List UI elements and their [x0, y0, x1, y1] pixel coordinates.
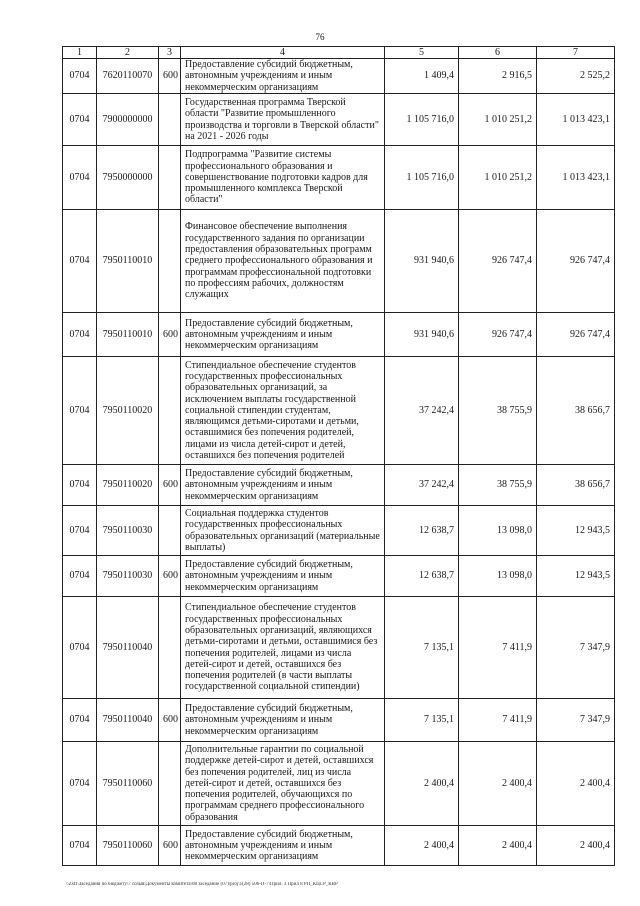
amount-2023-cell: 926 747,4 [537, 210, 615, 313]
amount-2022-cell: 7 411,9 [459, 699, 537, 742]
table-row [63, 357, 615, 465]
target-article-cell: 7950110030 [97, 556, 159, 597]
amount-2023-cell: 926 747,4 [537, 313, 615, 357]
section-code-cell: 0704 [63, 313, 97, 357]
table-row [63, 699, 615, 742]
amount-2021-cell: 931 940,6 [385, 313, 459, 357]
item-name-cell: Стипендиальное обеспечение студентов государственных профессиональных образовательных организаций, за исключением выплаты государственной социальной стипендии студентам, являющимся детьми-сиротами и детьми, оставшимися без попечения родителей, лицами из числа детей-сирот и детей, оставшихся без попечения родителей [181, 357, 385, 465]
amount-2021-cell: 7 135,1 [385, 597, 459, 699]
target-article-cell: 7950110040 [97, 699, 159, 742]
amount-2022-cell: 13 098,0 [459, 506, 537, 556]
amount-2023-cell: 12 943,5 [537, 556, 615, 597]
table-row [63, 94, 615, 146]
amount-2022-cell: 7 411,9 [459, 597, 537, 699]
section-code-cell: 0704 [63, 357, 97, 465]
expense-type-cell [159, 94, 181, 146]
target-article-cell: 7950110030 [97, 506, 159, 556]
target-article-cell: 7950110020 [97, 357, 159, 465]
section-code-cell: 0704 [63, 59, 97, 94]
expense-type-cell [159, 357, 181, 465]
target-article-cell: 7950110060 [97, 742, 159, 826]
amount-2022-cell: 2 400,4 [459, 826, 537, 866]
table-row [63, 59, 615, 94]
expense-type-cell [159, 210, 181, 313]
amount-2022-cell: 926 747,4 [459, 210, 537, 313]
section-code-cell: 0704 [63, 826, 97, 866]
amount-2022-cell: 1 010 251,2 [459, 94, 537, 146]
table-header-row [63, 47, 615, 59]
item-name-cell: Предоставление субсидий бюджетным, автономным учреждениям и иным некоммерческим организациям [181, 826, 385, 866]
amount-2021-cell: 12 638,7 [385, 506, 459, 556]
amount-2021-cell: 1 105 716,0 [385, 146, 459, 210]
amount-2023-cell: 38 656,7 [537, 357, 615, 465]
item-name-cell: Финансовое обеспечение выполнения государственного задания по организации предоставления образовательных программ среднего профессионального образования и программам профессиональной подготовки по профессиям рабочих, должностям служащих [181, 210, 385, 313]
amount-2022-cell: 926 747,4 [459, 313, 537, 357]
amount-2021-cell: 37 242,4 [385, 357, 459, 465]
expense-type-cell: 600 [159, 556, 181, 597]
expense-type-cell [159, 506, 181, 556]
section-code-cell: 0704 [63, 146, 97, 210]
amount-2022-cell: 1 010 251,2 [459, 146, 537, 210]
item-name-cell: Дополнительные гарантии по социальной поддержке детей-сирот и детей, оставшихся без попечения родителей, лиц из числа детей-сирот и детей, оставшихся без попечения родителей, обучающихся по программам среднего профессионального образования [181, 742, 385, 826]
page-number: 76 [315, 32, 325, 42]
header-cell: 1 [63, 47, 97, 59]
header-cell: 7 [537, 47, 615, 59]
header-cell: 3 [159, 47, 181, 59]
amount-2021-cell: 1 105 716,0 [385, 94, 459, 146]
amount-2023-cell: 2 400,4 [537, 826, 615, 866]
target-article-cell: 7950110010 [97, 210, 159, 313]
amount-2023-cell: 2 400,4 [537, 742, 615, 826]
amount-2023-cell: 1 013 423,1 [537, 146, 615, 210]
header-cell: 5 [385, 47, 459, 59]
item-name-cell: Предоставление субсидий бюджетным, автономным учреждениям и иным некоммерческим организациям [181, 313, 385, 357]
table-row [63, 465, 615, 506]
amount-2022-cell: 2 400,4 [459, 742, 537, 826]
table-row [63, 506, 615, 556]
amount-2021-cell: 7 135,1 [385, 699, 459, 742]
target-article-cell: 7950110010 [97, 313, 159, 357]
amount-2021-cell: 931 940,6 [385, 210, 459, 313]
table-row [63, 210, 615, 313]
table-row [63, 826, 615, 866]
section-code-cell: 0704 [63, 556, 97, 597]
table-row [63, 597, 615, 699]
item-name-cell: Предоставление субсидий бюджетным, автономным учреждениям и иным некоммерческим организациям [181, 465, 385, 506]
section-code-cell: 0704 [63, 597, 97, 699]
header-cell: 6 [459, 47, 537, 59]
table-row [63, 742, 615, 826]
file-path-footer: \\ZsfJ\Заседания по бюджету\7 созыв\Документы комитета\08 заседание (07)\proj\1(28) 506-П-7\Прил. 3 Прил 8 РП_КЦСР_КВР [66, 882, 338, 887]
target-article-cell: 7950110020 [97, 465, 159, 506]
header-cell: 2 [97, 47, 159, 59]
header-cell: 4 [181, 47, 385, 59]
target-article-cell: 7900000000 [97, 94, 159, 146]
expense-type-cell: 600 [159, 59, 181, 94]
item-name-cell: Предоставление субсидий бюджетным, автономным учреждениям и иным некоммерческим организациям [181, 59, 385, 94]
item-name-cell: Предоставление субсидий бюджетным, автономным учреждениям и иным некоммерческим организациям [181, 699, 385, 742]
expense-type-cell: 600 [159, 465, 181, 506]
item-name-cell: Стипендиальное обеспечение студентов государственных профессиональных образовательных организаций, являющихся детьми-сиротами и детьми, оставшимися без попечения родителей, лицами из числа детей-сирот и детей, оставшихся без попечения родителей (в части выплаты государственной социальной стипендии) [181, 597, 385, 699]
amount-2023-cell: 2 525,2 [537, 59, 615, 94]
expense-type-cell: 600 [159, 826, 181, 866]
table-body [63, 47, 615, 866]
table-row [63, 556, 615, 597]
expense-type-cell [159, 597, 181, 699]
section-code-cell: 0704 [63, 742, 97, 826]
amount-2023-cell: 12 943,5 [537, 506, 615, 556]
target-article-cell: 7950110060 [97, 826, 159, 866]
section-code-cell: 0704 [63, 699, 97, 742]
item-name-cell: Подпрограмма "Развитие системы профессионального образования и совершенствование подготовки кадров для промышленного комплекса Тверской области" [181, 146, 385, 210]
amount-2023-cell: 7 347,9 [537, 699, 615, 742]
section-code-cell: 0704 [63, 94, 97, 146]
amount-2021-cell: 2 400,4 [385, 742, 459, 826]
expense-type-cell [159, 742, 181, 826]
item-name-cell: Государственная программа Тверской области "Развитие промышленного производства и торговли в Тверской области" на 2021 - 2026 годы [181, 94, 385, 146]
amount-2021-cell: 12 638,7 [385, 556, 459, 597]
amount-2023-cell: 1 013 423,1 [537, 94, 615, 146]
amount-2022-cell: 38 755,9 [459, 465, 537, 506]
target-article-cell: 7620110070 [97, 59, 159, 94]
expense-type-cell: 600 [159, 699, 181, 742]
amount-2022-cell: 13 098,0 [459, 556, 537, 597]
amount-2021-cell: 37 242,4 [385, 465, 459, 506]
expense-type-cell [159, 146, 181, 210]
amount-2021-cell: 2 400,4 [385, 826, 459, 866]
target-article-cell: 7950110040 [97, 597, 159, 699]
amount-2021-cell: 1 409,4 [385, 59, 459, 94]
budget-table [62, 46, 615, 866]
item-name-cell: Социальная поддержка студентов государственных профессиональных образовательных организаций (материальные выплаты) [181, 506, 385, 556]
table-row [63, 146, 615, 210]
expense-type-cell: 600 [159, 313, 181, 357]
item-name-cell: Предоставление субсидий бюджетным, автономным учреждениям и иным некоммерческим организациям [181, 556, 385, 597]
amount-2022-cell: 2 916,5 [459, 59, 537, 94]
amount-2023-cell: 7 347,9 [537, 597, 615, 699]
section-code-cell: 0704 [63, 465, 97, 506]
section-code-cell: 0704 [63, 210, 97, 313]
section-code-cell: 0704 [63, 506, 97, 556]
amount-2022-cell: 38 755,9 [459, 357, 537, 465]
table-row [63, 313, 615, 357]
amount-2023-cell: 38 656,7 [537, 465, 615, 506]
target-article-cell: 7950000000 [97, 146, 159, 210]
